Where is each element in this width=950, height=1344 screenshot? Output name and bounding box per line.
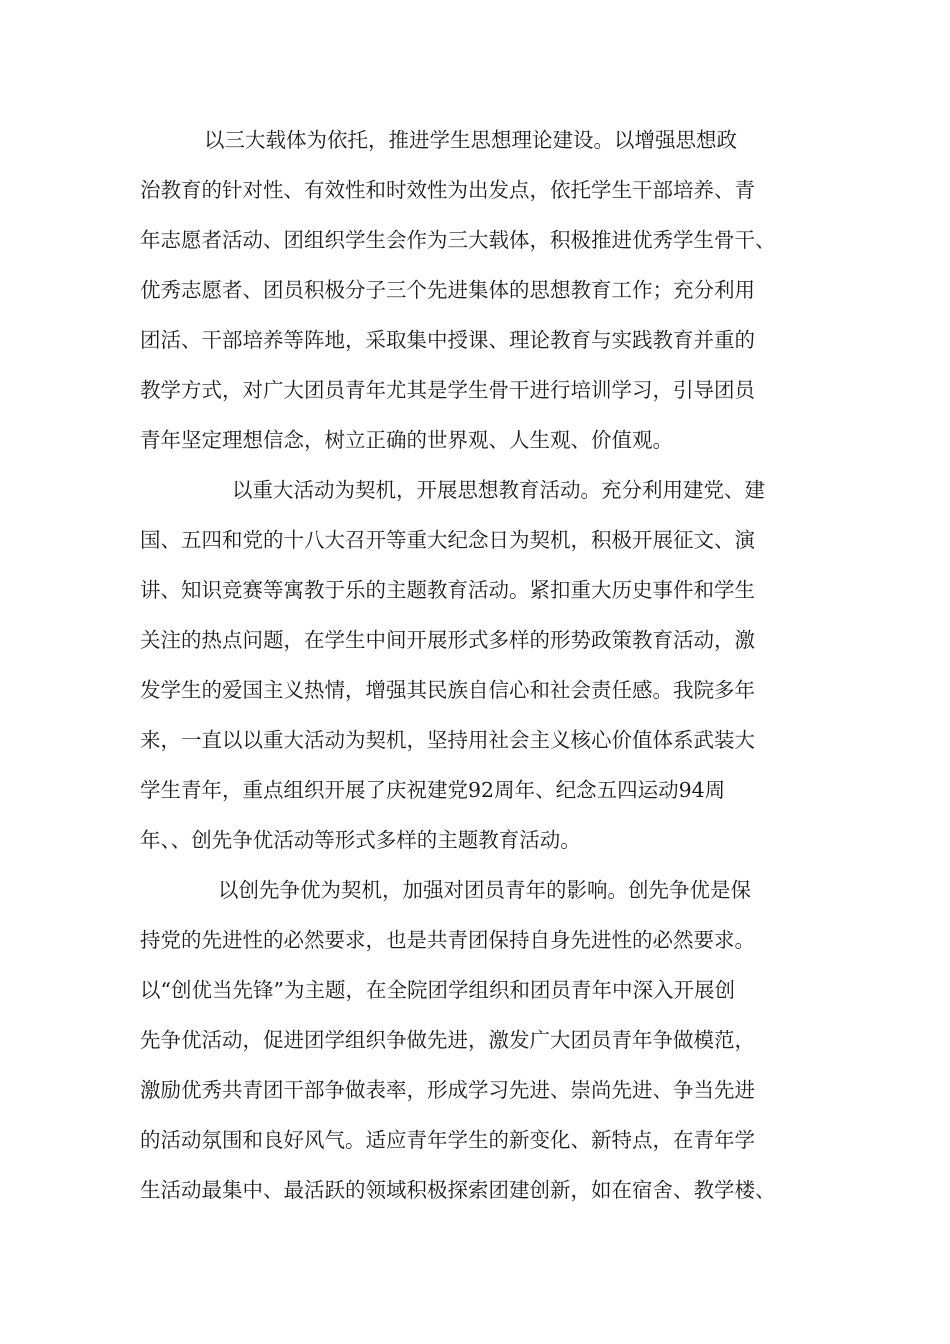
paragraph-1-line-6: 教学方式，对广大团员青年尤其是学生骨干进行培训学习，引导团员: [140, 378, 755, 402]
paragraph-2-line-8: 年、、创先争优活动等形式多样的主题教育活动。: [140, 828, 581, 852]
paragraph-3-line-6: 的活动氛围和良好风气。适应青年学生的新变化、新特点，在青年学: [140, 1128, 755, 1152]
paragraph-3-line-1: 以创先争优为契机，加强对团员青年的影响。创先争优是保: [218, 878, 751, 902]
paragraph-2-line-6: 来，一直以以重大活动为契机，坚持用社会主义核心价值体系武装大: [140, 728, 755, 752]
paragraph-2-line-4: 关注的热点问题，在学生中间开展形式多样的形势政策教育活动，激: [140, 628, 755, 652]
paragraph-1-line-7: 青年坚定理想信念，树立正确的世界观、人生观、价值观。: [140, 428, 673, 452]
paragraph-2-line-3: 讲、知识竞赛等寓教于乐的主题教育活动。紧扣重大历史事件和学生: [140, 578, 755, 602]
paragraph-3-line-5: 激励优秀共青团干部争做表率，形成学习先进、崇尚先进、争当先进: [140, 1078, 755, 1102]
paragraph-3-line-3: 以“创优当先锋”为主题，在全院团学组织和团员青年中深入开展创: [140, 978, 735, 1002]
paragraph-1-line-4: 优秀志愿者、团员积极分子三个先进集体的思想教育工作；充分利用: [140, 278, 755, 302]
paragraph-2-line-1: 以重大活动为契机，开展思想教育活动。充分利用建党、建: [232, 478, 765, 502]
paragraph-2-line-7: 学生青年，重点组织开展了庆祝建党92周年、纪念五四运动94周: [140, 778, 726, 802]
paragraph-3-line-4: 先争优活动，促进团学组织争做先进，激发广大团员青年争做模范，: [140, 1028, 755, 1052]
paragraph-1-line-1: 以三大载体为依托，推进学生思想理论建设。以增强思想政: [204, 128, 737, 152]
paragraph-1-line-2: 治教育的针对性、有效性和时效性为出发点，依托学生干部培养、青: [140, 178, 755, 202]
paragraph-2-line-2: 国、五四和党的十八大召开等重大纪念日为契机，积极开展征文、演: [140, 528, 755, 552]
paragraph-1-line-5: 团活、干部培养等阵地，采取集中授课、理论教育与实践教育并重的: [140, 328, 755, 352]
paragraph-3-line-2: 持党的先进性的必然要求，也是共青团保持自身先进性的必然要求。: [140, 928, 755, 952]
paragraph-3-line-7: 生活动最集中、最活跃的领域积极探索团建创新，如在宿舍、教学楼、: [140, 1178, 776, 1202]
paragraph-2-line-5: 发学生的爱国主义热情，增强其民族自信心和社会责任感。我院多年: [140, 678, 755, 702]
paragraph-1-line-3: 年志愿者活动、团组织学生会作为三大载体，积极推进优秀学生骨干、: [140, 228, 776, 252]
